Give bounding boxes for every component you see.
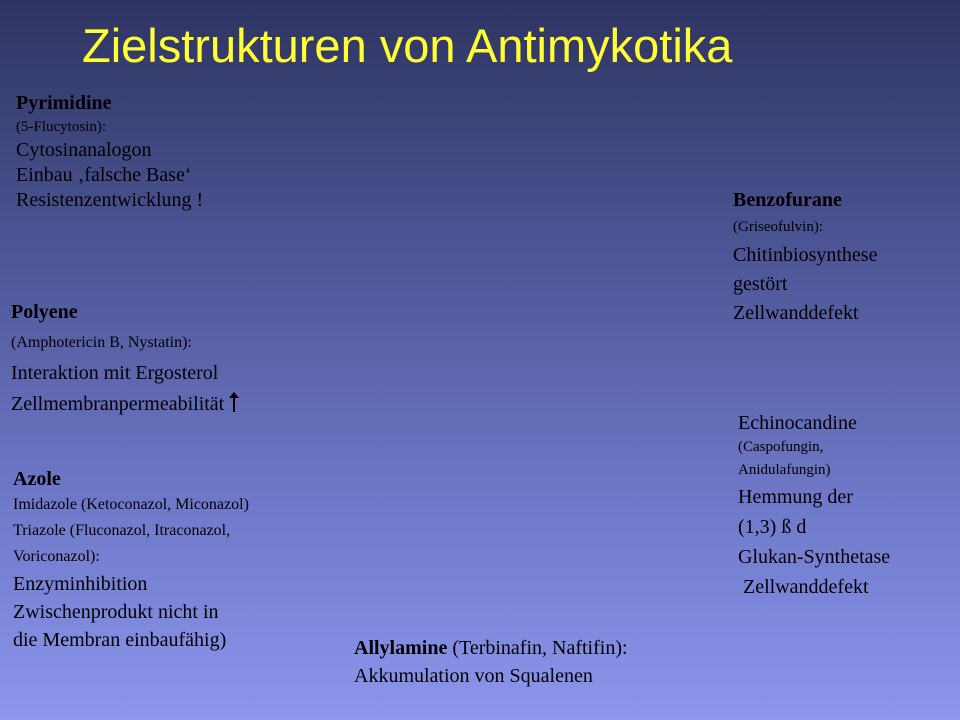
echinocandine-line: (1,3) ß d: [738, 516, 807, 538]
allylamine-block: [354, 634, 628, 690]
azole-block: [13, 466, 249, 654]
allylamine-heading-row: [354, 634, 628, 662]
azole-subtitle: Imidazole (Ketoconazol, Miconazol): [13, 496, 249, 513]
polyene-line: Interaktion mit Ergosterol: [11, 362, 219, 384]
benzofurane-subtitle: (Griseofulvin):: [733, 219, 823, 235]
pyrimidine-subtitle: (5-Flucytosin):: [16, 119, 106, 135]
echinocandine-block: [738, 410, 890, 602]
benzofurane-block: [733, 187, 877, 328]
benzofurane-line: Chitinbiosynthese: [733, 244, 878, 266]
polyene-subtitle: (Amphotericin B, Nystatin):: [11, 334, 192, 351]
polyene-heading: Polyene: [11, 301, 78, 323]
allylamine-line: Akkumulation von Squalenen: [354, 665, 593, 687]
pyrimidine-line: Resistenzentwicklung !: [16, 189, 204, 211]
azole-line: die Membran einbaufähig): [13, 629, 227, 651]
benzofurane-line: Zellwanddefekt: [733, 302, 859, 324]
pyrimidine-line: Einbau ‚falsche Base‘: [16, 164, 192, 186]
azole-heading: Azole: [13, 468, 61, 490]
pyrimidine-heading: Pyrimidine: [16, 92, 112, 114]
polyene-permeability-row: [11, 386, 240, 422]
slide-title: Zielstrukturen von Antimykotika: [82, 19, 733, 72]
benzofurane-heading: Benzofurane: [733, 189, 842, 211]
echinocandine-subtitle: (Caspofungin,: [738, 439, 824, 455]
echinocandine-line: Hemmung der: [738, 486, 853, 508]
azole-subtitle: Triazole (Fluconazol, Itraconazol,: [13, 522, 231, 539]
echinocandine-subtitle: Anidulafungin): [738, 462, 831, 478]
pyrimidine-line: Cytosinanalogon: [16, 139, 152, 161]
allylamine-heading: Allylamine: [354, 637, 448, 659]
azole-subtitle: Voriconazol):: [13, 548, 100, 565]
echinocandine-heading: Echinocandine: [738, 412, 857, 434]
azole-line: Zwischenprodukt nicht in: [13, 601, 219, 623]
allylamine-subtitle: (Terbinafin, Naftifin):: [447, 637, 628, 659]
azole-line: Enzyminhibition: [13, 573, 148, 595]
echinocandine-line: Zellwanddefekt: [738, 576, 869, 598]
benzofurane-line: gestört: [733, 273, 788, 295]
pyrimidine-block: [16, 90, 203, 213]
polyene-block: [11, 298, 240, 422]
polyene-line: Zellmembranpermeabilität: [11, 393, 225, 415]
echinocandine-line: Glukan-Synthetase: [738, 546, 891, 568]
up-arrow-icon: [228, 392, 240, 412]
